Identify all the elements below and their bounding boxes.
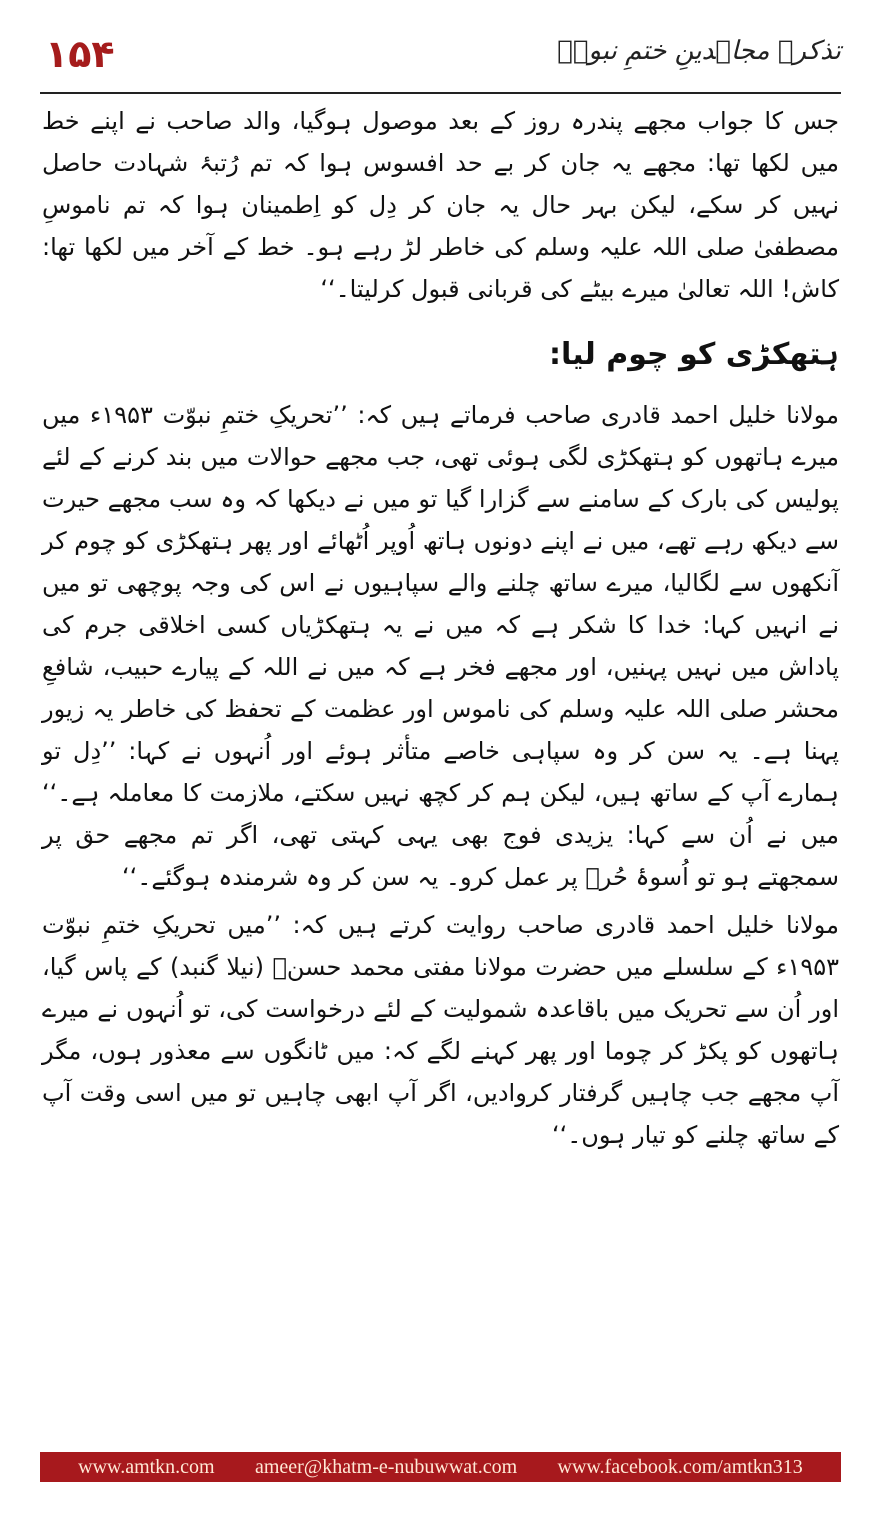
- paragraph-letter: جس کا جواب مجھے پندرہ روز کے بعد موصول ہوگیا، والد صاحب نے اپنے خط میں لکھا تھا: مجھے یہ جان کر بے حد افسوس ہوا کہ تم رُتبۂ شہادت حاصل نہیں کر سکے، لیکن بہر حال یہ جان کر دِل کو اِطمینان ہوا کہ تم ناموسِ مصطفیٰ صلی اللہ علیہ وسلم کی خاطر لڑ رہے ہو۔ خط کے آخر میں لکھا تھا: کاش! اللہ تعالیٰ میرے بیٹے کی قربانی قبول کرلیتا۔‘‘: [42, 107, 839, 303]
- page-body: [42, 100, 839, 1156]
- footer-bar: [40, 1452, 841, 1482]
- paragraph-mufti-hasan: مولانا خلیل احمد قادری صاحب روایت کرتے ہیں کہ: ’’میں تحریکِ ختمِ نبوّت ۱۹۵۳ء کے سلسلے میں حضرت مولانا مفتی محمد حسنؒ (نیلا گنبد) کے پاس گیا، اور اُن سے تحریک میں باقاعدہ شمولیت کے لئے درخواست کی، تو اُنہوں نے میرے ہاتھوں کو پکڑ کر چوما اور پھر کہنے لگے کہ: میں ٹانگوں سے معذور ہوں، مگر آپ مجھے جب چاہیں گرفتار کروادیں، اگر آپ ابھی چاہیں تو میں اسی وقت آپ کے ساتھ چلنے کو تیار ہوں۔‘‘: [42, 911, 839, 1149]
- header-divider: [40, 92, 841, 94]
- footer-email-link[interactable]: ameer@khatm-e-nubuwwat.com: [254, 1455, 518, 1478]
- footer-website-link[interactable]: www.amtkn.com: [78, 1455, 215, 1478]
- paragraph-handcuffs: مولانا خلیل احمد قادری صاحب فرماتے ہیں کہ: ’’تحریکِ ختمِ نبوّت ۱۹۵۳ء میں میرے ہاتھوں کو ہتھکڑی لگی ہوئی تھی، جب مجھے حوالات میں بند کرنے کے لئے پولیس کی بارک کے سامنے سے گزارا گیا تو میں نے دیکھا کہ وہ سب مجھے حیرت سے دیکھ رہے تھے، میں نے اپنے دونوں ہاتھ اُوپر اُٹھائے اور پھر ہتھکڑی کو چوم کر آنکھوں سے لگالیا، میرے ساتھ چلنے والے سپاہیوں نے اس کی وجہ پوچھی تو میں نے انہیں کہا: خدا کا شکر ہے کہ میں نے یہ ہتھکڑیاں کسی اخلاقی جرم کی پاداش میں نہیں پہنیں، اور مجھے فخر ہے کہ میں نے اللہ کے پیارے حبیب، شافعِ محشر صلی اللہ علیہ وسلم کی ناموس اور عظمت کے تحفظ کی خاطر یہ زیور پہنا ہے۔ یہ سن کر وہ سپاہی خاصے متأثر ہوئے اور اُنہوں نے کہا: ’’دِل تو ہمارے آپ کے ساتھ ہیں، لیکن ہم کر کچھ نہیں سکتے، ملازمت کا معاملہ ہے۔‘‘ میں نے اُن سے کہا: یزیدی فوج بھی یہی کہتی تھی، اگر تم مجھے حق پر سمجھتے ہو تو اُسوۂ حُرؒ پر عمل کرو۔ یہ سن کر وہ شرمندہ ہوگئے۔‘‘: [42, 401, 840, 891]
- page-number: ۱۵۴: [45, 32, 115, 76]
- section-heading: ہتھکڑی کو چوم لیا:: [548, 337, 839, 372]
- page-header: [40, 28, 841, 88]
- footer-facebook-link[interactable]: www.facebook.com/amtkn313: [557, 1455, 803, 1478]
- running-title: تذکرہ مجاہدینِ ختمِ نبوتؐ: [557, 36, 841, 66]
